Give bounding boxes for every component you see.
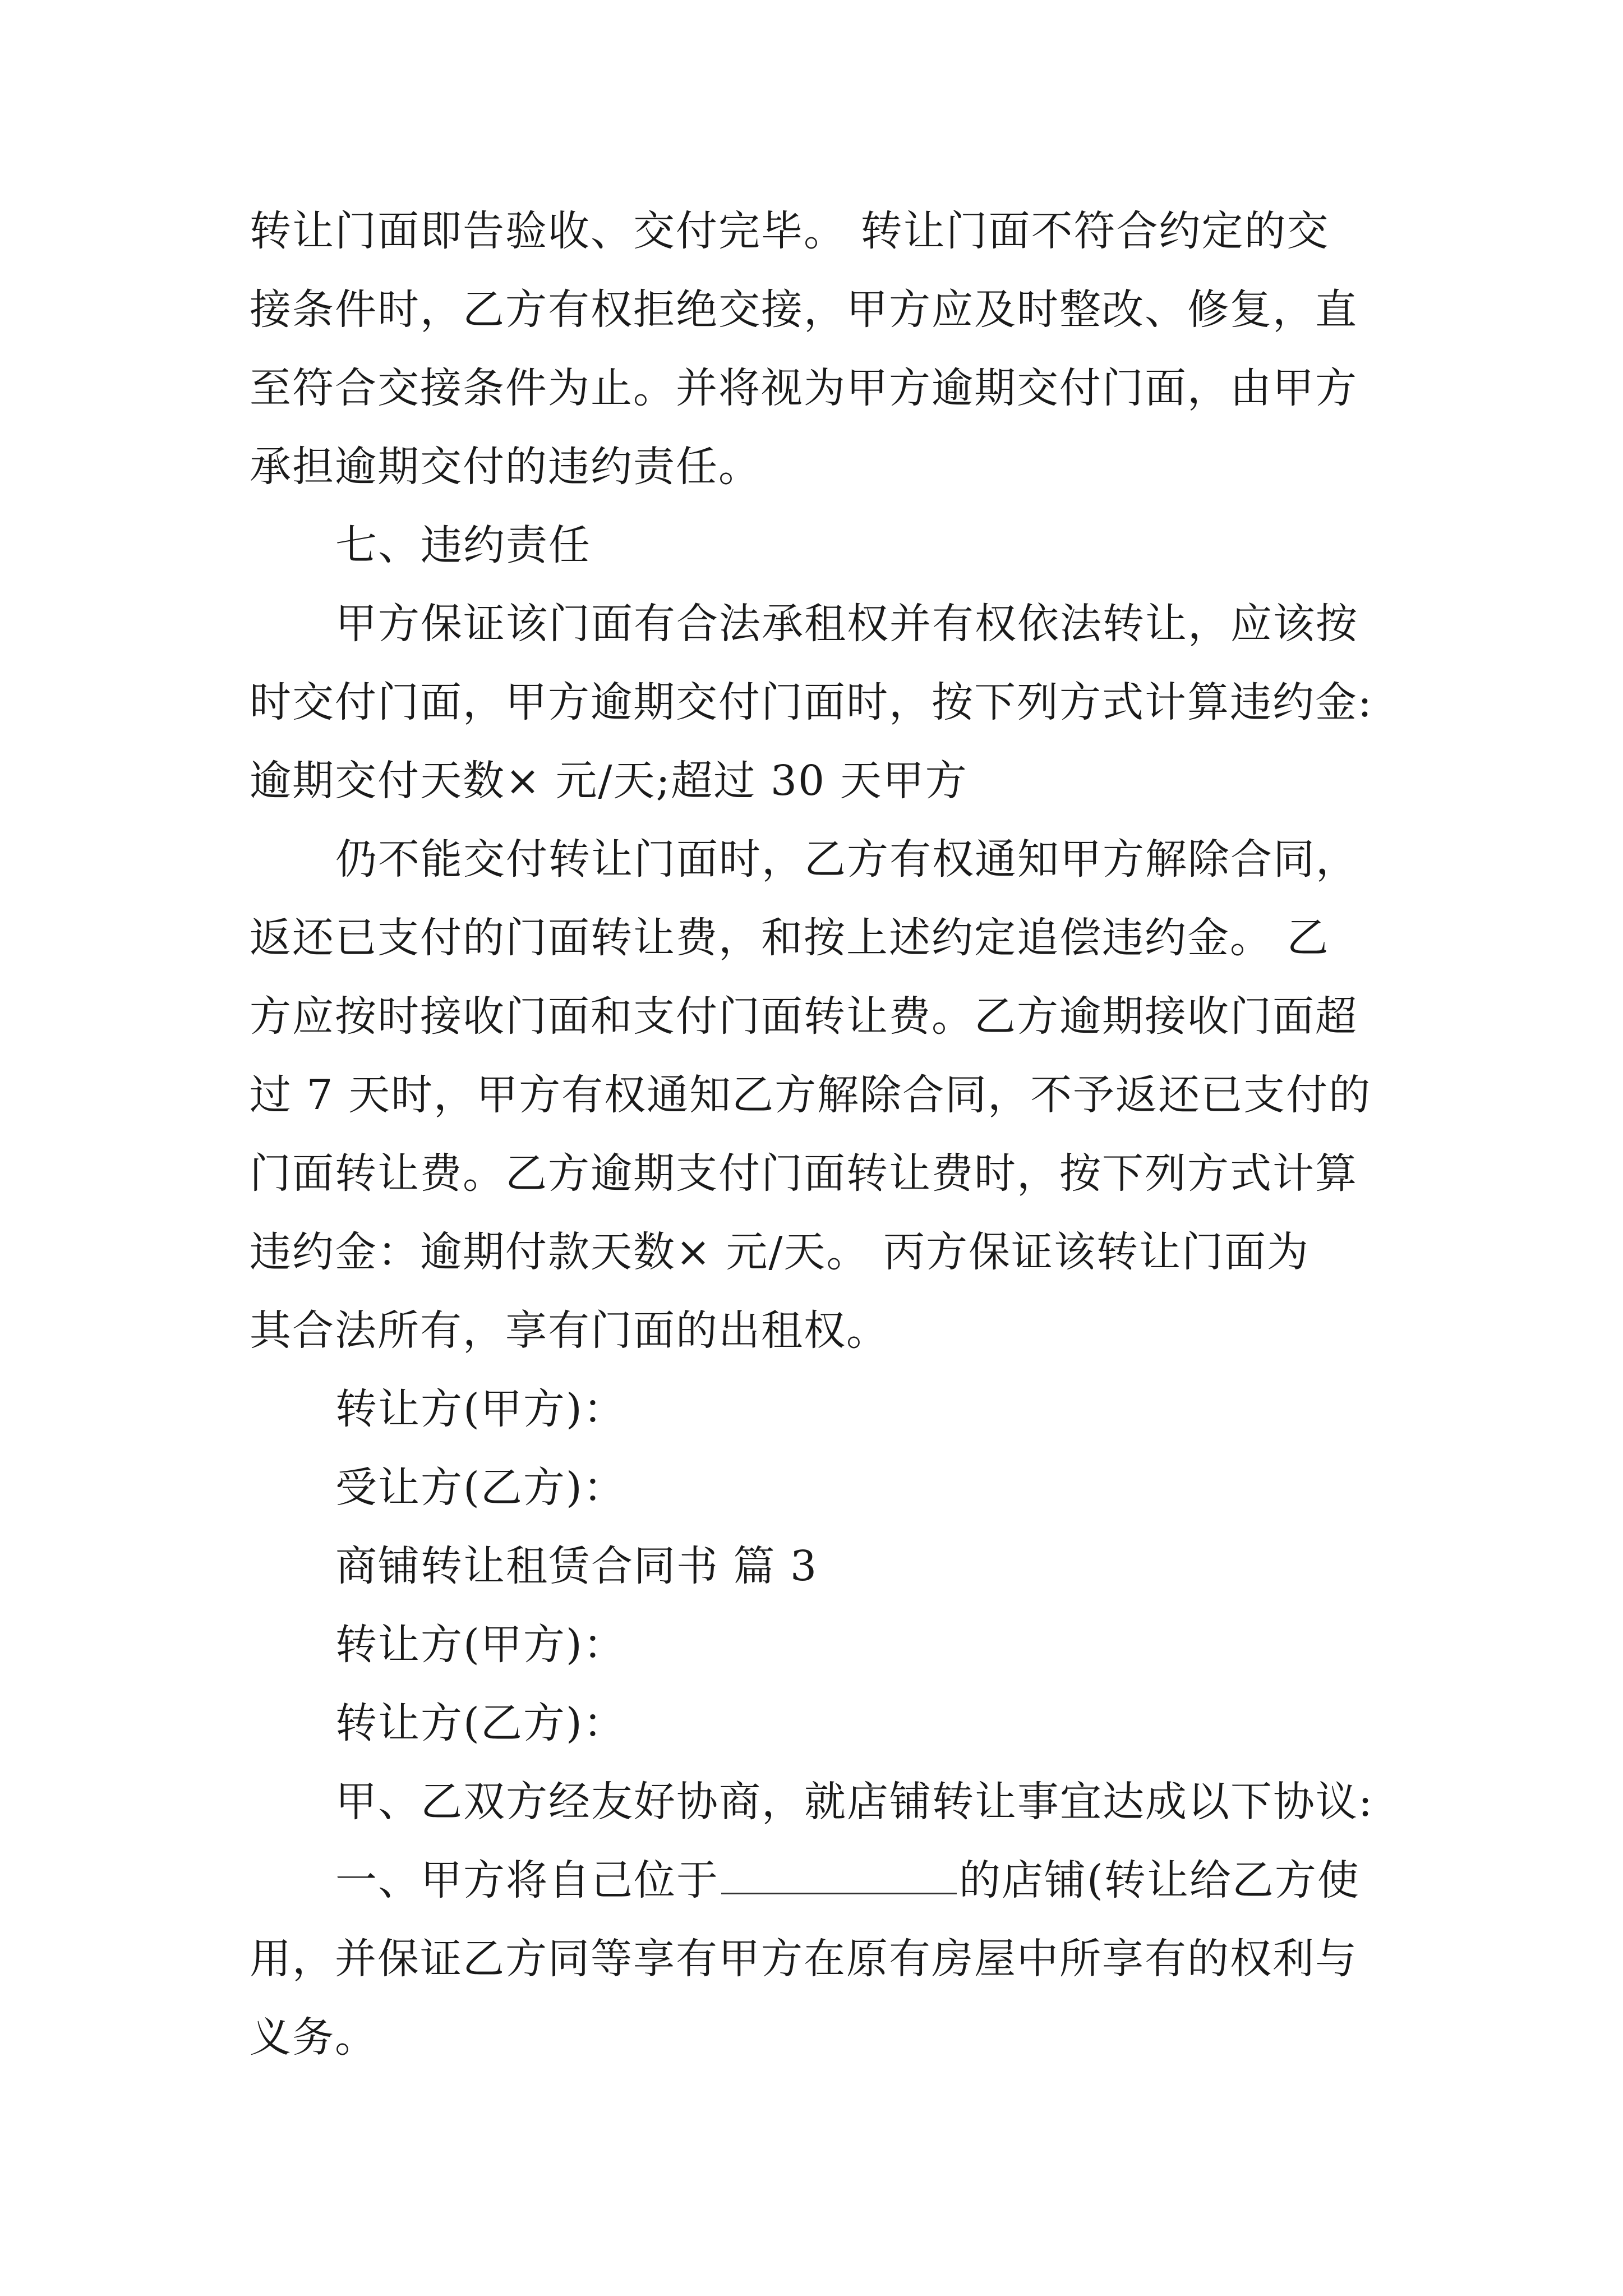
clause-one-text-after: 的店铺(转让给乙方使 — [959, 1856, 1360, 1904]
paragraph-line: 转让门面即告验收、交付完毕。 转让门面不符合约定的交 — [250, 207, 1330, 255]
signature-line-party-b: 受让方(乙方)： — [335, 1464, 626, 1512]
signature-line-party-a: 转让方(甲方)： — [335, 1385, 626, 1433]
paragraph-line: 门面转让费。乙方逾期支付门面转让费时，按下列方式计算 — [250, 1149, 1358, 1198]
paragraph-line: 违约金：逾期付款天数× 元/天。 丙方保证该转让门面为 — [250, 1228, 1310, 1276]
paragraph-line: 承担逾期交付的违约责任。 — [250, 443, 761, 491]
paragraph-line: 至符合交接条件为止。并将视为甲方逾期交付门面，由甲方 — [250, 364, 1358, 412]
paragraph-line: 仍不能交付转让门面时，乙方有权通知甲方解除合同， — [335, 835, 1358, 884]
document-section-title: 商铺转让租赁合同书 篇 3 — [335, 1542, 818, 1590]
party-a-line: 转让方(甲方)： — [335, 1621, 626, 1669]
clause-one-text-before: 一、甲方将自己位于 — [335, 1856, 719, 1904]
paragraph-line: 逾期交付天数× 元/天;超过 30 天甲方 — [250, 757, 968, 805]
clause-one-line — [335, 1852, 1360, 1908]
paragraph-line: 接条件时，乙方有权拒绝交接，甲方应及时整改、修复，直 — [250, 286, 1358, 334]
fill-in-blank — [721, 1859, 957, 1894]
section-heading: 七、违约责任 — [335, 521, 591, 569]
paragraph-line: 返还已支付的门面转让费，和按上述约定追偿违约金。 乙 — [250, 914, 1330, 962]
paragraph-line: 方应按时接收门面和支付门面转让费。乙方逾期接收门面超 — [250, 992, 1358, 1041]
paragraph-line: 义务。 — [250, 2013, 377, 2062]
party-b-line: 转让方(乙方)： — [335, 1699, 626, 1747]
paragraph-line: 甲、乙双方经友好协商，就店铺转让事宜达成以下协议: — [335, 1778, 1373, 1826]
paragraph-line: 时交付门面，甲方逾期交付门面时，按下列方式计算违约金: — [250, 678, 1373, 726]
paragraph-line: 其合法所有，享有门面的出租权。 — [250, 1306, 889, 1355]
paragraph-line: 甲方保证该门面有合法承租权并有权依法转让，应该按 — [335, 600, 1358, 648]
paragraph-line: 过 7 天时，甲方有权通知乙方解除合同，不予返还已支付的 — [250, 1071, 1372, 1119]
paragraph-line: 用，并保证乙方同等享有甲方在原有房屋中所享有的权利与 — [250, 1935, 1358, 1983]
